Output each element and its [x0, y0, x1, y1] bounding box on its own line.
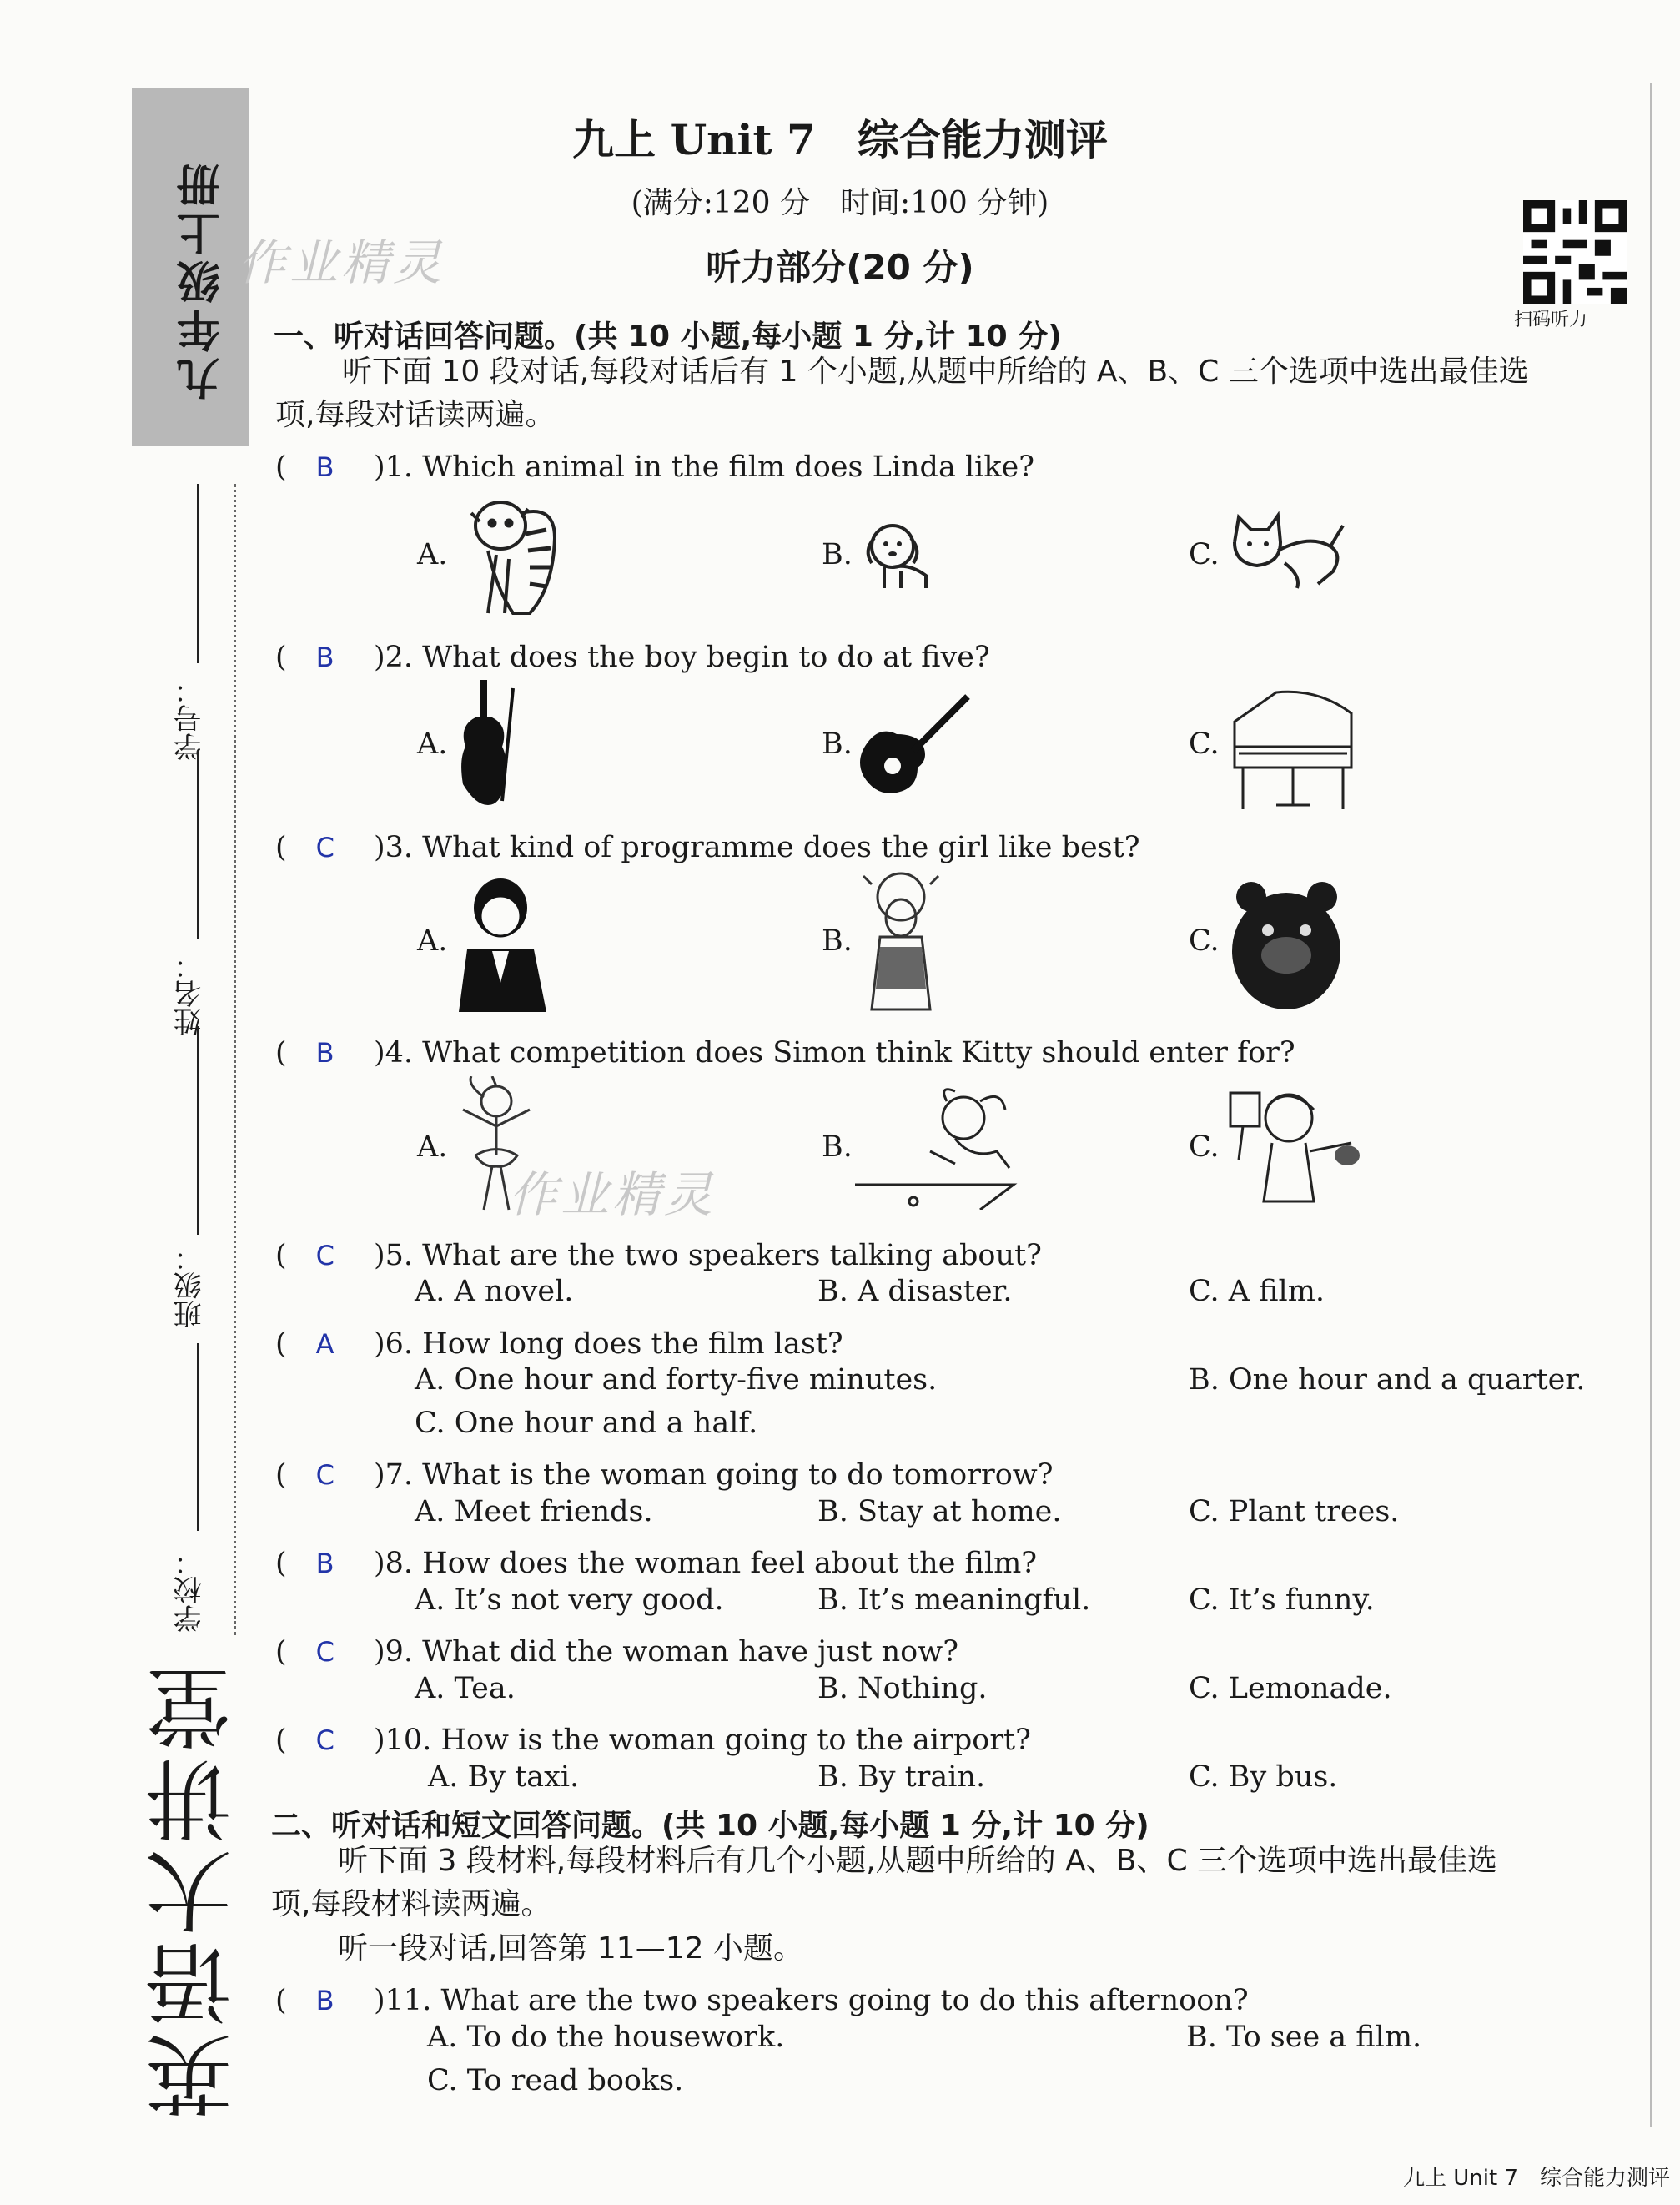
- question-8-text: )8. How does the woman feel about the film?: [374, 1547, 1038, 1580]
- q11-option-b[interactable]: B. To see a film.: [1186, 2021, 1422, 2054]
- question-1: ( B )1. Which animal in the film does Linda like?: [275, 451, 1035, 484]
- answer-6[interactable]: A: [315, 1328, 334, 1360]
- cat-icon: [1226, 509, 1347, 592]
- question-10: ( C )10. How is the woman going to the airport?: [275, 1724, 1031, 1757]
- q7-option-c[interactable]: C. Plant trees.: [1189, 1495, 1400, 1528]
- opera-icon: [855, 872, 947, 1014]
- tiger-icon: [463, 488, 563, 622]
- page-subtitle: (满分:120 分 时间:100 分钟): [631, 186, 1049, 220]
- q10-option-a[interactable]: A. By taxi.: [428, 1760, 580, 1794]
- dancer-icon: [450, 1076, 542, 1214]
- cut-line: [234, 484, 236, 1635]
- answer-7[interactable]: C: [315, 1459, 334, 1491]
- field-student-id-line[interactable]: [197, 484, 199, 663]
- field-name-line[interactable]: [197, 751, 199, 939]
- answer-10[interactable]: C: [315, 1724, 334, 1756]
- field-class-line[interactable]: [197, 1026, 199, 1235]
- question-10-text: )10. How is the woman going to the airport?: [374, 1724, 1031, 1757]
- answer-5[interactable]: C: [315, 1240, 334, 1271]
- question-2: ( B )2. What does the boy begin to do at five?: [275, 641, 990, 674]
- q1-label-a[interactable]: A.: [417, 538, 448, 571]
- question-6: ( A )6. How long does the film last?: [275, 1327, 843, 1361]
- watermark-top: 作业精灵: [238, 234, 445, 291]
- section2-instruction-line1: 听下面 3 段材料,每段材料后有几个小题,从题中所给的 A、B、C 三个选项中选出最佳选: [338, 1844, 1498, 1878]
- q5-option-c[interactable]: C. A film.: [1189, 1275, 1325, 1308]
- comedian-icon: [455, 874, 555, 1012]
- field-student-id-label: 学号：: [174, 676, 207, 761]
- qr-code-icon[interactable]: [1521, 200, 1629, 304]
- q7-option-a[interactable]: A. Meet friends.: [415, 1495, 653, 1528]
- q4-label-c[interactable]: C.: [1189, 1130, 1220, 1164]
- watermark-middle: 作业精灵: [509, 1166, 717, 1223]
- q10-option-c[interactable]: C. By bus.: [1189, 1760, 1338, 1794]
- answer-8[interactable]: B: [315, 1548, 334, 1579]
- q2-label-c[interactable]: C.: [1189, 727, 1220, 761]
- q6-option-b[interactable]: B. One hour and a quarter.: [1189, 1363, 1586, 1397]
- section2-heading: 二、听对话和短文回答问题。(共 10 小题,每小题 1 分,计 10 分): [271, 1809, 1149, 1843]
- painter-icon: [1226, 1085, 1364, 1210]
- q9-option-a[interactable]: A. Tea.: [415, 1672, 516, 1705]
- q5-option-b[interactable]: B. A disaster.: [817, 1275, 1013, 1308]
- guitar-icon: [851, 684, 976, 801]
- field-school-label: 学校：: [174, 1548, 207, 1633]
- section1-heading: 一、听对话回答问题。(共 10 小题,每小题 1 分,计 10 分): [274, 320, 1062, 354]
- question-3: ( C )3. What kind of programme does the girl like best?: [275, 831, 1140, 864]
- grade-label: 九年级上册: [178, 159, 228, 400]
- q2-label-a[interactable]: A.: [417, 727, 448, 761]
- answer-9[interactable]: C: [315, 1636, 334, 1668]
- part-heading: 听力部分(20 分): [706, 247, 974, 288]
- section2-instruction-line2: 项,每段材料读两遍。: [271, 1887, 551, 1921]
- q9-option-b[interactable]: B. Nothing.: [817, 1672, 988, 1705]
- q11-option-c[interactable]: C. To read books.: [427, 2064, 684, 2097]
- question-4: ( B )4. What competition does Simon think Kitty should enter for?: [275, 1036, 1295, 1070]
- q8-option-a[interactable]: A. It’s not very good.: [415, 1583, 724, 1617]
- q2-label-b[interactable]: B.: [822, 727, 853, 761]
- dog-icon: [859, 517, 943, 592]
- q10-option-b[interactable]: B. By train.: [817, 1760, 986, 1794]
- drawing-girl-icon: [855, 1085, 1030, 1210]
- q1-label-b[interactable]: B.: [822, 538, 853, 571]
- q3-label-c[interactable]: C.: [1189, 924, 1220, 958]
- question-11: ( B )11. What are the two speakers going to do this afternoon?: [275, 1984, 1249, 2017]
- q6-option-c[interactable]: C. One hour and a half.: [415, 1407, 758, 1440]
- q4-label-a[interactable]: A.: [417, 1130, 448, 1164]
- question-4-text: )4. What competition does Simon think Kitty should enter for?: [374, 1036, 1295, 1070]
- q11-option-a[interactable]: A. To do the housework.: [427, 2021, 785, 2054]
- q8-option-c[interactable]: C. It’s funny.: [1189, 1583, 1375, 1617]
- question-5: ( C )5. What are the two speakers talking about?: [275, 1239, 1042, 1272]
- q3-label-b[interactable]: B.: [822, 924, 853, 958]
- field-school-line[interactable]: [197, 1343, 199, 1531]
- q1-label-c[interactable]: C.: [1189, 538, 1220, 571]
- answer-1[interactable]: B: [315, 451, 334, 483]
- q6-option-a[interactable]: A. One hour and forty-five minutes.: [415, 1363, 938, 1397]
- question-7-text: )7. What is the woman going to do tomorrow?: [374, 1458, 1054, 1492]
- q8-option-b[interactable]: B. It’s meaningful.: [817, 1583, 1091, 1617]
- section1-instruction-line1: 听下面 10 段对话,每段对话后有 1 个小题,从题中所给的 A、B、C 三个选项中选出最佳选: [342, 355, 1529, 389]
- q4-label-b[interactable]: B.: [822, 1130, 853, 1164]
- q5-option-a[interactable]: A. A novel.: [415, 1275, 574, 1308]
- brand-name: 英语大讲堂: [145, 1660, 247, 2119]
- question-11-text: )11. What are the two speakers going to do this afternoon?: [374, 1984, 1249, 2017]
- field-class-label: 班级：: [174, 1243, 207, 1328]
- question-9: ( C )9. What did the woman have just now?: [275, 1635, 958, 1669]
- question-2-text: )2. What does the boy begin to do at five?: [374, 641, 990, 674]
- answer-11[interactable]: B: [315, 1985, 334, 2016]
- qr-caption: 扫码听力: [1514, 310, 1588, 330]
- q3-label-a[interactable]: A.: [417, 924, 448, 958]
- section1-instruction-line2: 项,每段对话读两遍。: [275, 398, 556, 432]
- cartoon-bear-icon: [1226, 876, 1347, 1009]
- violin-icon: [450, 676, 526, 809]
- q7-option-b[interactable]: B. Stay at home.: [817, 1495, 1062, 1528]
- question-3-text: )3. What kind of programme does the girl like best?: [374, 831, 1140, 864]
- answer-4[interactable]: B: [315, 1037, 334, 1069]
- section2-sub-instruction: 听一段对话,回答第 11—12 小题。: [338, 1931, 803, 1966]
- question-9-text: )9. What did the woman have just now?: [374, 1635, 958, 1669]
- answer-3[interactable]: C: [315, 832, 334, 863]
- q9-option-c[interactable]: C. Lemonade.: [1189, 1672, 1392, 1705]
- page-edge: [1650, 83, 1652, 2127]
- piano-icon: [1226, 688, 1360, 813]
- field-name-label: 姓名：: [174, 951, 207, 1036]
- question-8: ( B )8. How does the woman feel about the film?: [275, 1547, 1038, 1580]
- answer-2[interactable]: B: [315, 642, 334, 673]
- question-1-text: )1. Which animal in the film does Linda like?: [374, 451, 1035, 484]
- question-5-text: )5. What are the two speakers talking about?: [374, 1239, 1042, 1272]
- page-title: 九上 Unit 7 综合能力测评: [572, 115, 1108, 164]
- page-footer: 九上 Unit 7 综合能力测评: [1403, 2166, 1670, 2191]
- question-7: ( C )7. What is the woman going to do tomorrow?: [275, 1458, 1054, 1492]
- question-6-text: )6. How long does the film last?: [374, 1327, 843, 1361]
